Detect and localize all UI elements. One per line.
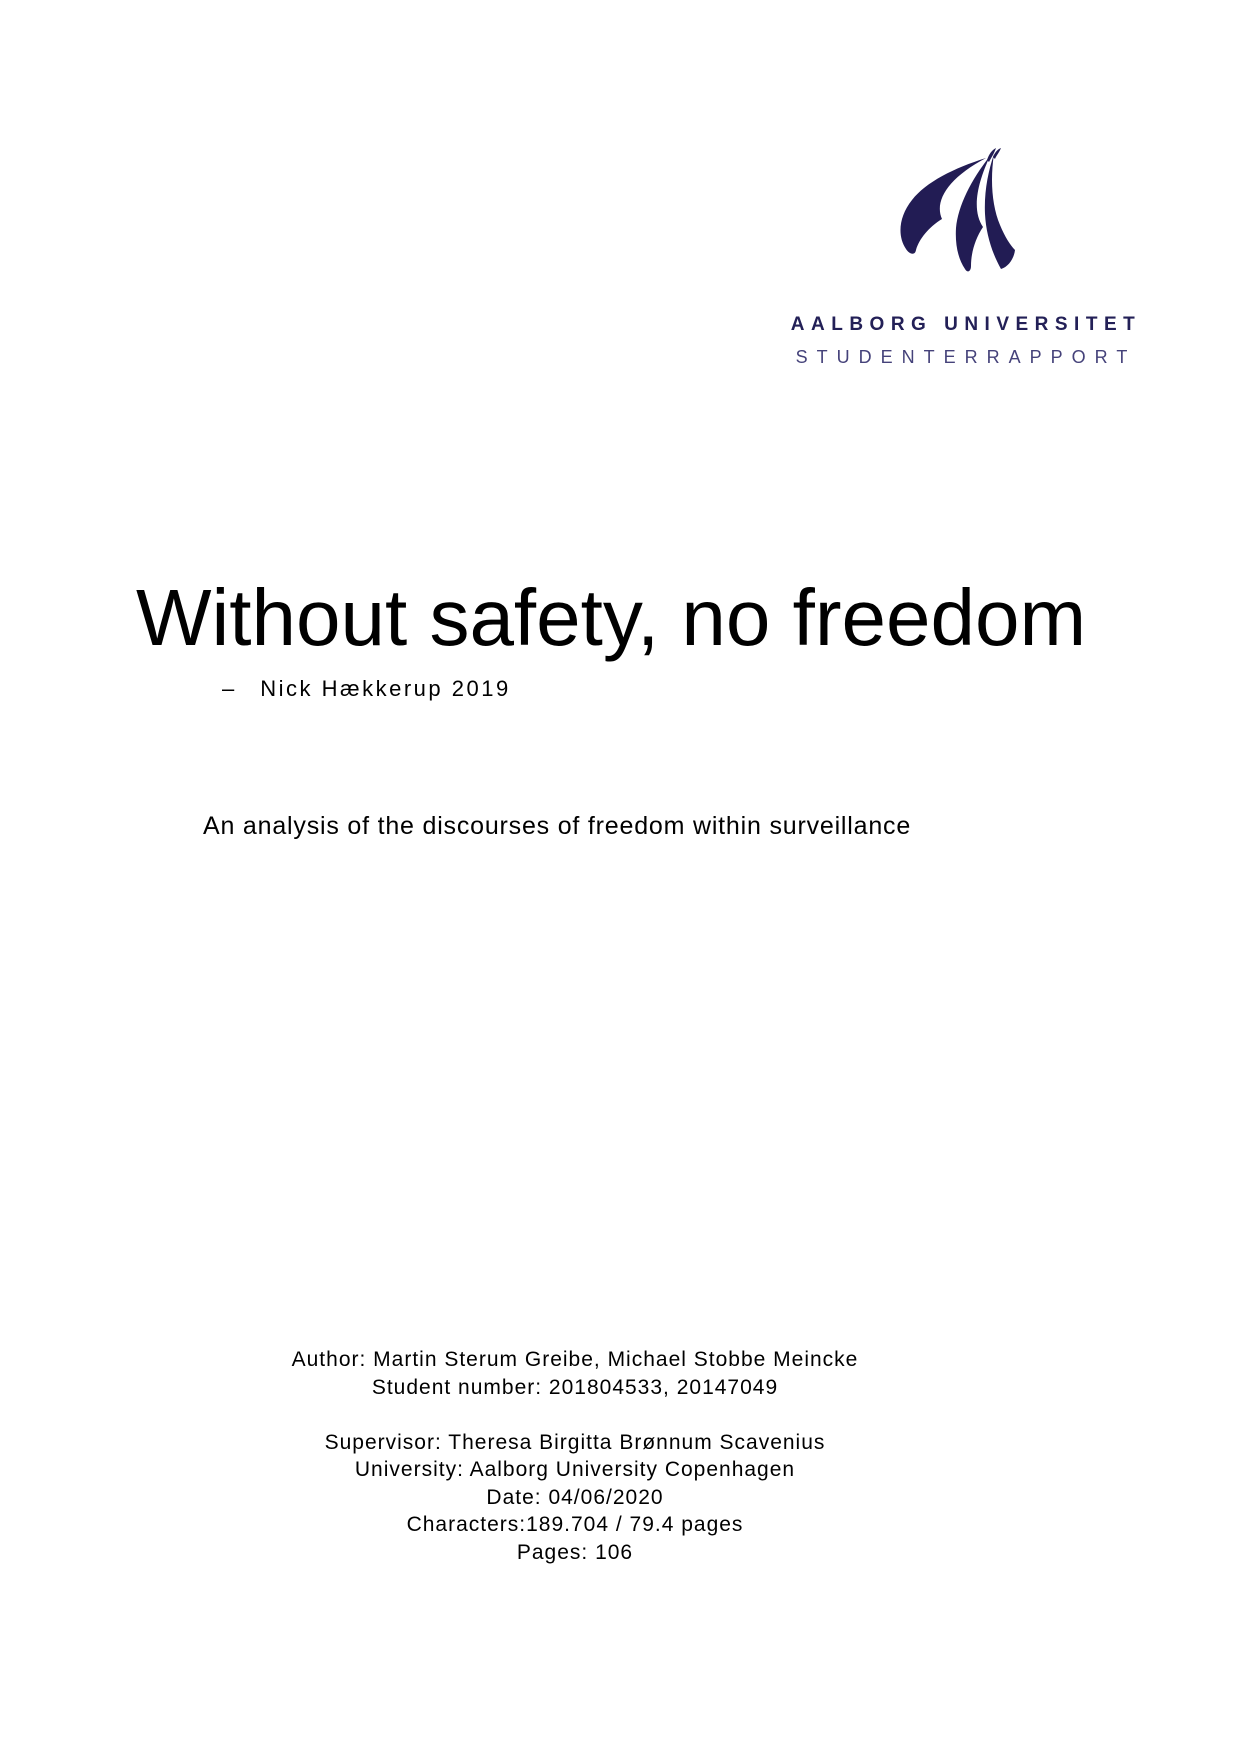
report-info-block (140, 1346, 1010, 1566)
attribution-dash: – (222, 676, 235, 701)
author-line: Author: Martin Sterum Greibe, Michael Stobbe Meincke (291, 1348, 859, 1371)
page-subtitle: An analysis of the discourses of freedom within surveillance (203, 812, 912, 840)
page-title: Without safety, no freedom (136, 573, 1087, 662)
quote-attribution (222, 676, 511, 702)
university-line: University: Aalborg University Copenhagen (354, 1458, 796, 1481)
report-type-label: STUDENTERRAPPORT (795, 347, 1137, 367)
student-number-line: Student number: 201804533, 20147049 (371, 1375, 779, 1399)
date-line: Date: 04/06/2020 (486, 1485, 664, 1509)
pages-line: Pages: 106 (516, 1540, 634, 1564)
blank-line (140, 1401, 1010, 1429)
aau-swoosh-logo-icon (890, 148, 1030, 280)
attribution-text: Nick Hækkerup 2019 (260, 676, 511, 701)
characters-line: Characters:189.704 / 79.4 pages (406, 1513, 744, 1536)
supervisor-line: Supervisor: Theresa Birgitta Brønnum Scavenius (324, 1430, 826, 1454)
university-name: AALBORG UNIVERSITET (790, 314, 1142, 335)
